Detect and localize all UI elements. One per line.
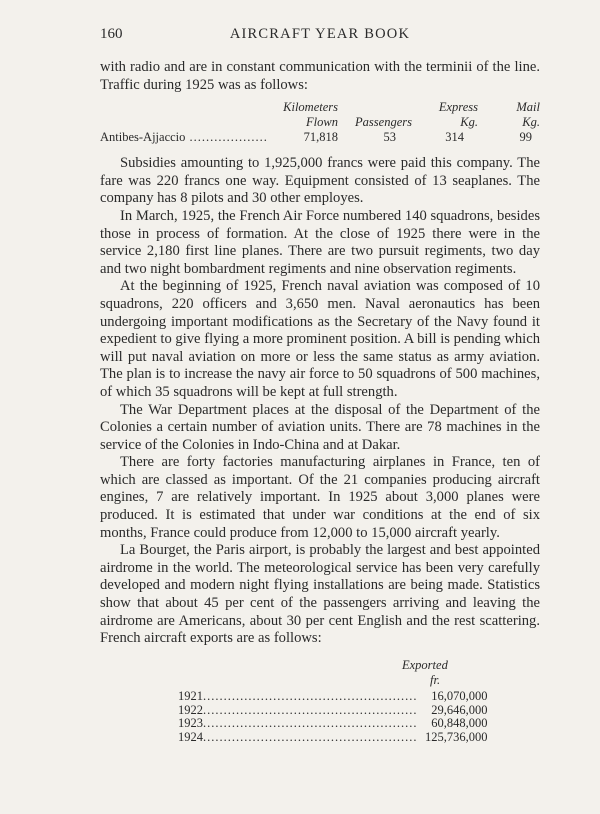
- header-francs: fr.: [430, 672, 441, 687]
- value-cell: 29,646,000: [431, 702, 488, 717]
- paragraph: There are forty factories manufacturing airplanes in France, ten of which are classed as important. Of the 21 companies producing aircraft engines, 7 are relatively important. In 1925 about 3,000 planes were produced. It is estimated that under war conditions at the end of six months, France could produce from 12,000 to 15,000 aircraft yearly.: [100, 454, 540, 541]
- year-cell: 1921: [178, 688, 203, 703]
- table-row: 1923 .................................................... 60,848,000: [178, 716, 488, 731]
- exports-table: [100, 658, 540, 745]
- page-body: [100, 59, 540, 745]
- year-cell: 1923: [178, 716, 203, 731]
- traffic-table: [100, 100, 540, 145]
- header-express: Express: [438, 100, 478, 115]
- header-mail: Mail: [516, 100, 540, 115]
- header-exported: Exported: [402, 657, 448, 672]
- year-cell: 1924: [178, 730, 203, 745]
- route-name: Antibes-Ajjaccio: [100, 130, 186, 145]
- paragraph: In March, 1925, the French Air Force numbered 140 squadrons, besides those in process of formation. At the close of 1925 there were in the service 2,180 first line planes. There are two pursuit regiments, two day and two night bombardment regiments and nine observation regiments.: [100, 207, 540, 277]
- mail-value: 99: [519, 130, 532, 145]
- km-value: 71,818: [303, 130, 338, 145]
- paragraph: At the beginning of 1925, French naval aviation was composed of 10 squadrons, 220 officers and 3,650 men. Naval aeronautics has been undergoing important modifications as the Secretary of the Navy found it expedient to give flying a more prominent position. A bill is pending which will put naval aviation on more or less the same status as army aviation. The plan is to increase the navy air force to 50 squadrons of 500 machines, of which 35 squadrons will be kept at full strength.: [100, 278, 540, 400]
- paragraph: with radio and are in constant communication with the terminii of the line. Traffic during 1925 was as follows:: [100, 59, 540, 93]
- value-cell: 16,070,000: [431, 688, 488, 703]
- paragraph: Subsidies amounting to 1,925,000 francs were paid this company. The fare was 220 francs one way. Equipment consisted of 13 seaplanes. The company has 8 pilots and 30 other employes.: [100, 155, 540, 207]
- page-header: [100, 26, 540, 46]
- header-flown: Flown: [306, 115, 338, 130]
- value-cell: 125,736,000: [425, 730, 488, 745]
- paragraph: La Bourget, the Paris airport, is probably the largest and best appointed airdrome in the world. The meteorological service has been very carefully developed and modern night flying installations are being made. Statistics show that about 45 per cent of the passengers arriving and leaving the airdrome are Americans, about 30 per cent English and the rest scattering. French aircraft exports are as follows:: [100, 542, 540, 647]
- table-row: 1924 .................................................... 125,736,000: [178, 730, 488, 745]
- table-row: Antibes-Ajjaccio ................... 71,818 53 314 99: [100, 130, 540, 145]
- table-row: 1921 .................................................... 16,070,000: [178, 688, 488, 703]
- page-number: 160: [100, 26, 123, 42]
- table-row: 1922 .................................................... 29,646,000: [178, 702, 488, 717]
- header-mail-unit: Kg.: [522, 115, 540, 130]
- year-cell: 1922: [178, 702, 203, 717]
- value-cell: 60,848,000: [431, 716, 488, 731]
- express-value: 314: [445, 130, 464, 145]
- passengers-value: 53: [383, 130, 396, 145]
- paragraph: The War Department places at the disposal of the Department of the Colonies a certain number of aviation units. There are 78 machines in the service of the Colonies in Indo-China and at Dakar.: [100, 401, 540, 453]
- header-kilometers: Kilometers: [283, 100, 338, 115]
- running-title: AIRCRAFT YEAR BOOK: [229, 26, 411, 42]
- header-passengers: Passengers: [355, 115, 412, 130]
- header-express-unit: Kg.: [460, 115, 478, 130]
